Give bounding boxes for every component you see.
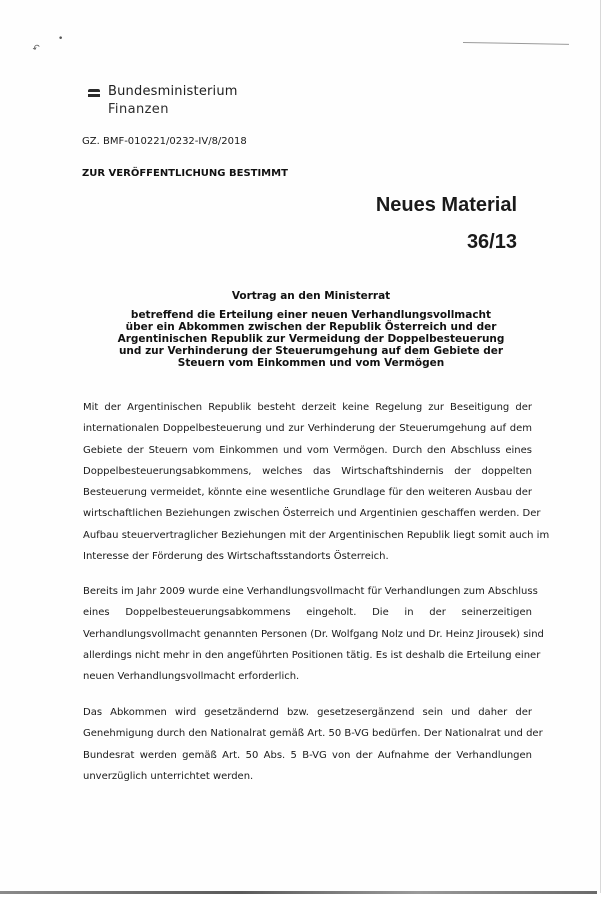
paragraph-line: Verhandlungsvollmacht genannten Personen (Dr. Wolfgang Nolz und Dr. Heinz Jirousek) sind xyxy=(83,628,544,640)
publication-note: ZUR VERÖFFENTLICHUNG BESTIMMT xyxy=(82,168,288,179)
paragraph-line: eines Doppelbesteuerungsabkommens eingeholt. Die in der seinerzeitigen xyxy=(83,607,532,619)
stamp-number: 36/13 xyxy=(466,231,517,253)
ministry-name-line1: Bundesministerium xyxy=(108,84,238,99)
subject-line: über ein Abkommen zwischen der Republik Österreich und der xyxy=(125,321,497,333)
stamp-label: Neues Material xyxy=(375,194,517,216)
paragraph-line: Bereits im Jahr 2009 wurde eine Verhandlungsvollmacht für Verhandlungen zum Abschluss xyxy=(83,586,538,597)
subject-line: betreffend die Erteilung einer neuen Verhandlungsvollmacht xyxy=(130,309,492,321)
page-bottom-edge xyxy=(0,891,597,894)
scan-artifact-mark: ↶ xyxy=(31,43,43,55)
paragraph-line: Interesse der Förderung des Wirtschaftsstandorts Österreich. xyxy=(83,551,389,563)
document-title: Vortrag an den Ministerrat xyxy=(231,290,391,302)
subject-line: Argentinischen Republik zur Vermeidung der Doppelbesteuerung xyxy=(117,333,505,345)
body-paragraph-2 xyxy=(83,581,544,687)
paragraph-line: Gebiete der Steuern vom Einkommen und vom Vermögen. Durch den Abschluss eines xyxy=(83,444,532,456)
paragraph-line: neuen Verhandlungsvollmacht erforderlich. xyxy=(83,671,300,683)
paper-fold-mark xyxy=(463,42,569,45)
paragraph-line: Doppelbesteuerungsabkommens, welches das Wirtschaftshindernis der doppelten xyxy=(83,465,532,477)
paragraph-line: wirtschaftlichen Beziehungen zwischen Österreich und Argentinien geschaffen werden. Der xyxy=(83,508,541,520)
document-subject xyxy=(80,309,542,369)
paragraph-line: Aufbau steuervertraglicher Beziehungen mit der Argentinischen Republik liegt somit auch im xyxy=(83,529,550,541)
subject-line: und zur Verhinderung der Steuerumgehung auf dem Gebiete der xyxy=(118,345,504,357)
reference-number: GZ. BMF-010221/0232-IV/8/2018 xyxy=(82,136,247,147)
paragraph-line: Mit der Argentinischen Republik besteht derzeit keine Regelung zur Beseitigung der xyxy=(83,402,532,413)
ministry-name-line2: Finanzen xyxy=(108,102,169,117)
paragraph-line: allerdings nicht mehr in den angeführten Positionen tätig. Es ist deshalb die Erteilung einer xyxy=(83,649,541,661)
body-paragraph-3 xyxy=(83,702,543,787)
paragraph-line: Das Abkommen wird gesetzändernd bzw. gesetzesergänzend sein und daher der xyxy=(83,707,532,718)
subject-line: Steuern vom Einkommen und vom Vermögen xyxy=(177,357,445,369)
body-paragraph-1 xyxy=(83,397,550,567)
paragraph-line: internationalen Doppelbesteuerung und zur Verhinderung der Steuerumgehung auf dem xyxy=(83,423,532,435)
paragraph-line: unverzüglich unterrichtet werden. xyxy=(83,770,254,782)
paragraph-line: Bundesrat werden gemäß Art. 50 Abs. 5 B-VG von der Aufnahme der Verhandlungen xyxy=(83,749,532,761)
paragraph-line: Besteuerung vermeidet, könnte eine wesentliche Grundlage für den weiteren Ausbau der xyxy=(83,487,532,499)
austrian-eagle-stripes-icon xyxy=(88,89,100,98)
paragraph-line: Genehmigung durch den Nationalrat gemäß Art. 50 B-VG bedürfen. Der Nationalrat und der xyxy=(83,728,543,740)
scan-artifact-mark: • xyxy=(58,34,64,44)
